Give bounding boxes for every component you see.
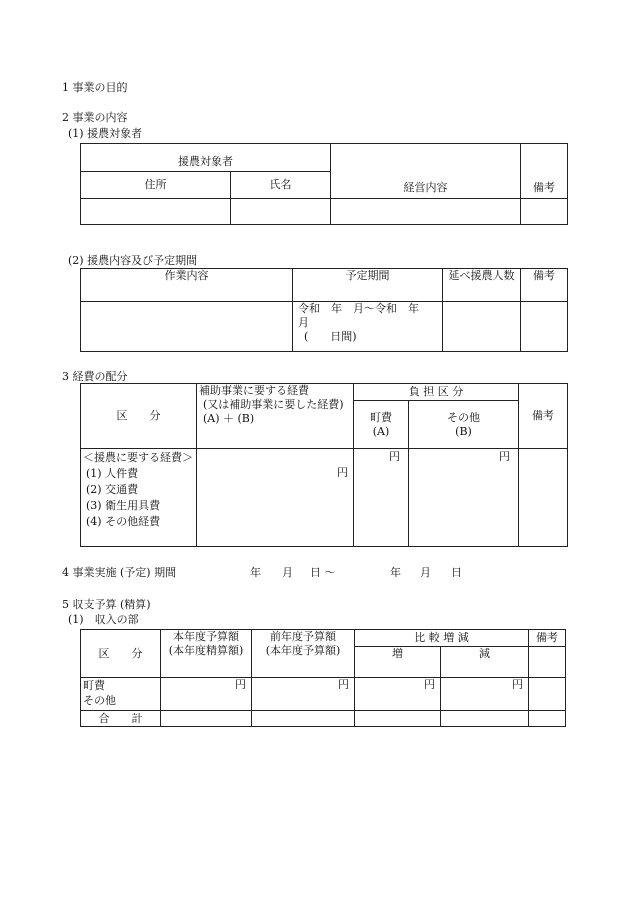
previous-amount-cell: 円 [252, 678, 355, 711]
total-increase-cell [355, 711, 441, 727]
col-current-budget [161, 630, 252, 678]
end-year-label: 年 [390, 566, 401, 579]
col-comparison: 比 較 増 減 [355, 630, 529, 647]
col-decrease: 減 [441, 647, 529, 678]
col-burden-division: 負 担 区 分 [354, 384, 519, 401]
section-5-heading: 5 収支予算 (精算) [62, 598, 151, 611]
col-previous-budget [252, 630, 355, 678]
expense-item: (2) 交通費 [86, 483, 139, 496]
section-4-heading: 4 事業実施 (予定) 期間 [62, 566, 177, 579]
row-other-label: その他 [83, 694, 116, 707]
total-row-label: 合 計 [81, 711, 161, 727]
row-town-label: 町費 [83, 679, 105, 692]
section-2-heading: 2 事業の内容 [62, 111, 128, 124]
col-current-line-2: (本年度精算額) [168, 644, 244, 657]
col-current-line-1: 本年度予算額 [173, 630, 239, 643]
planned-period-cell [293, 302, 443, 352]
expense-item: (3) 衛生用具費 [86, 499, 161, 512]
col-name: 氏名 [231, 172, 331, 199]
col-subsidy-expense [197, 384, 354, 449]
work-content-cell [81, 302, 293, 352]
remarks-cell [519, 449, 568, 547]
total-previous-cell [252, 711, 355, 727]
col-category: 区 分 [81, 384, 197, 449]
section-3-heading: 3 経費の配分 [62, 370, 128, 383]
period-line-1: 令和 年 月～令和 年 [298, 302, 419, 315]
col-planned-period: 予定期間 [293, 269, 443, 302]
expense-items-cell [81, 449, 197, 547]
start-day-label: 日 ～ [310, 566, 336, 579]
col-prev-line-2: (本年度予算額) [265, 644, 341, 657]
expense-allocation-table [80, 383, 568, 547]
end-day-label: 日 [451, 566, 462, 579]
col-town-line-1: 町費 [370, 410, 392, 424]
income-budget-table [80, 629, 566, 727]
target-farmers-group-header: 援農対象者 [81, 144, 331, 172]
address-cell [81, 199, 231, 225]
expense-items-head: ＜援農に要する経費＞ [83, 451, 193, 464]
remarks-cell [529, 678, 566, 711]
col-increase: 増 [355, 647, 441, 678]
col-remarks: 備考 [521, 144, 568, 199]
col-subsidy-line-1: 補助事業に要する経費 [199, 384, 309, 397]
col-town-line-2: (A) [372, 424, 390, 438]
current-amount-cell: 円 [161, 678, 252, 711]
remarks-cell [521, 302, 568, 352]
col-subsidy-line-2: (又は補助事業に要した経費) [203, 398, 344, 411]
start-year-label: 年 [250, 566, 261, 579]
col-prev-line-1: 前年度予算額 [270, 630, 336, 643]
total-current-cell [161, 711, 252, 727]
col-other-line-1: その他 [447, 410, 480, 424]
expense-item: (4) その他経費 [86, 515, 161, 528]
town-amount-cell: 円 [354, 449, 409, 547]
col-business-content: 経営内容 [331, 144, 521, 199]
subsection-2-1-title: (1) 援農対象者 [68, 127, 143, 140]
start-month-label: 月 [282, 566, 293, 579]
col-subsidy-line-3: (A) ＋ (B) [203, 412, 255, 425]
col-other-line-2: (B) [455, 424, 472, 438]
end-month-label: 月 [420, 566, 431, 579]
other-amount-cell: 円 [409, 449, 519, 547]
subsection-2-2-title: (2) 援農内容及び予定期間 [68, 254, 198, 267]
support-content-table [80, 268, 568, 352]
col-total-people: 延べ援農人数 [443, 269, 521, 302]
section-1-heading: 1 事業の目的 [62, 81, 128, 94]
target-farmers-table [80, 143, 568, 225]
total-decrease-cell [441, 711, 529, 727]
expense-item: (1) 人件費 [86, 467, 139, 480]
remarks-header-cell [529, 647, 566, 678]
col-town-expense [354, 401, 409, 449]
income-row-labels [81, 678, 161, 711]
income-subsection-title: (1) 収入の部 [68, 613, 139, 626]
col-work-content: 作業内容 [81, 269, 293, 302]
increase-amount-cell: 円 [355, 678, 441, 711]
col-remarks: 備考 [519, 384, 568, 449]
col-remarks: 備考 [529, 630, 566, 647]
col-other [409, 401, 519, 449]
name-cell [231, 199, 331, 225]
remarks-cell [521, 199, 568, 225]
total-remarks-cell [529, 711, 566, 727]
col-category: 区 分 [81, 630, 161, 678]
period-line-2: 月 [298, 316, 309, 329]
decrease-amount-cell: 円 [441, 678, 529, 711]
period-line-3: ( 日間) [304, 330, 357, 343]
total-people-cell [443, 302, 521, 352]
business-cell [331, 199, 521, 225]
col-address: 住所 [81, 172, 231, 199]
col-remarks: 備考 [521, 269, 568, 302]
subsidy-amount-cell: 円 [197, 449, 354, 547]
